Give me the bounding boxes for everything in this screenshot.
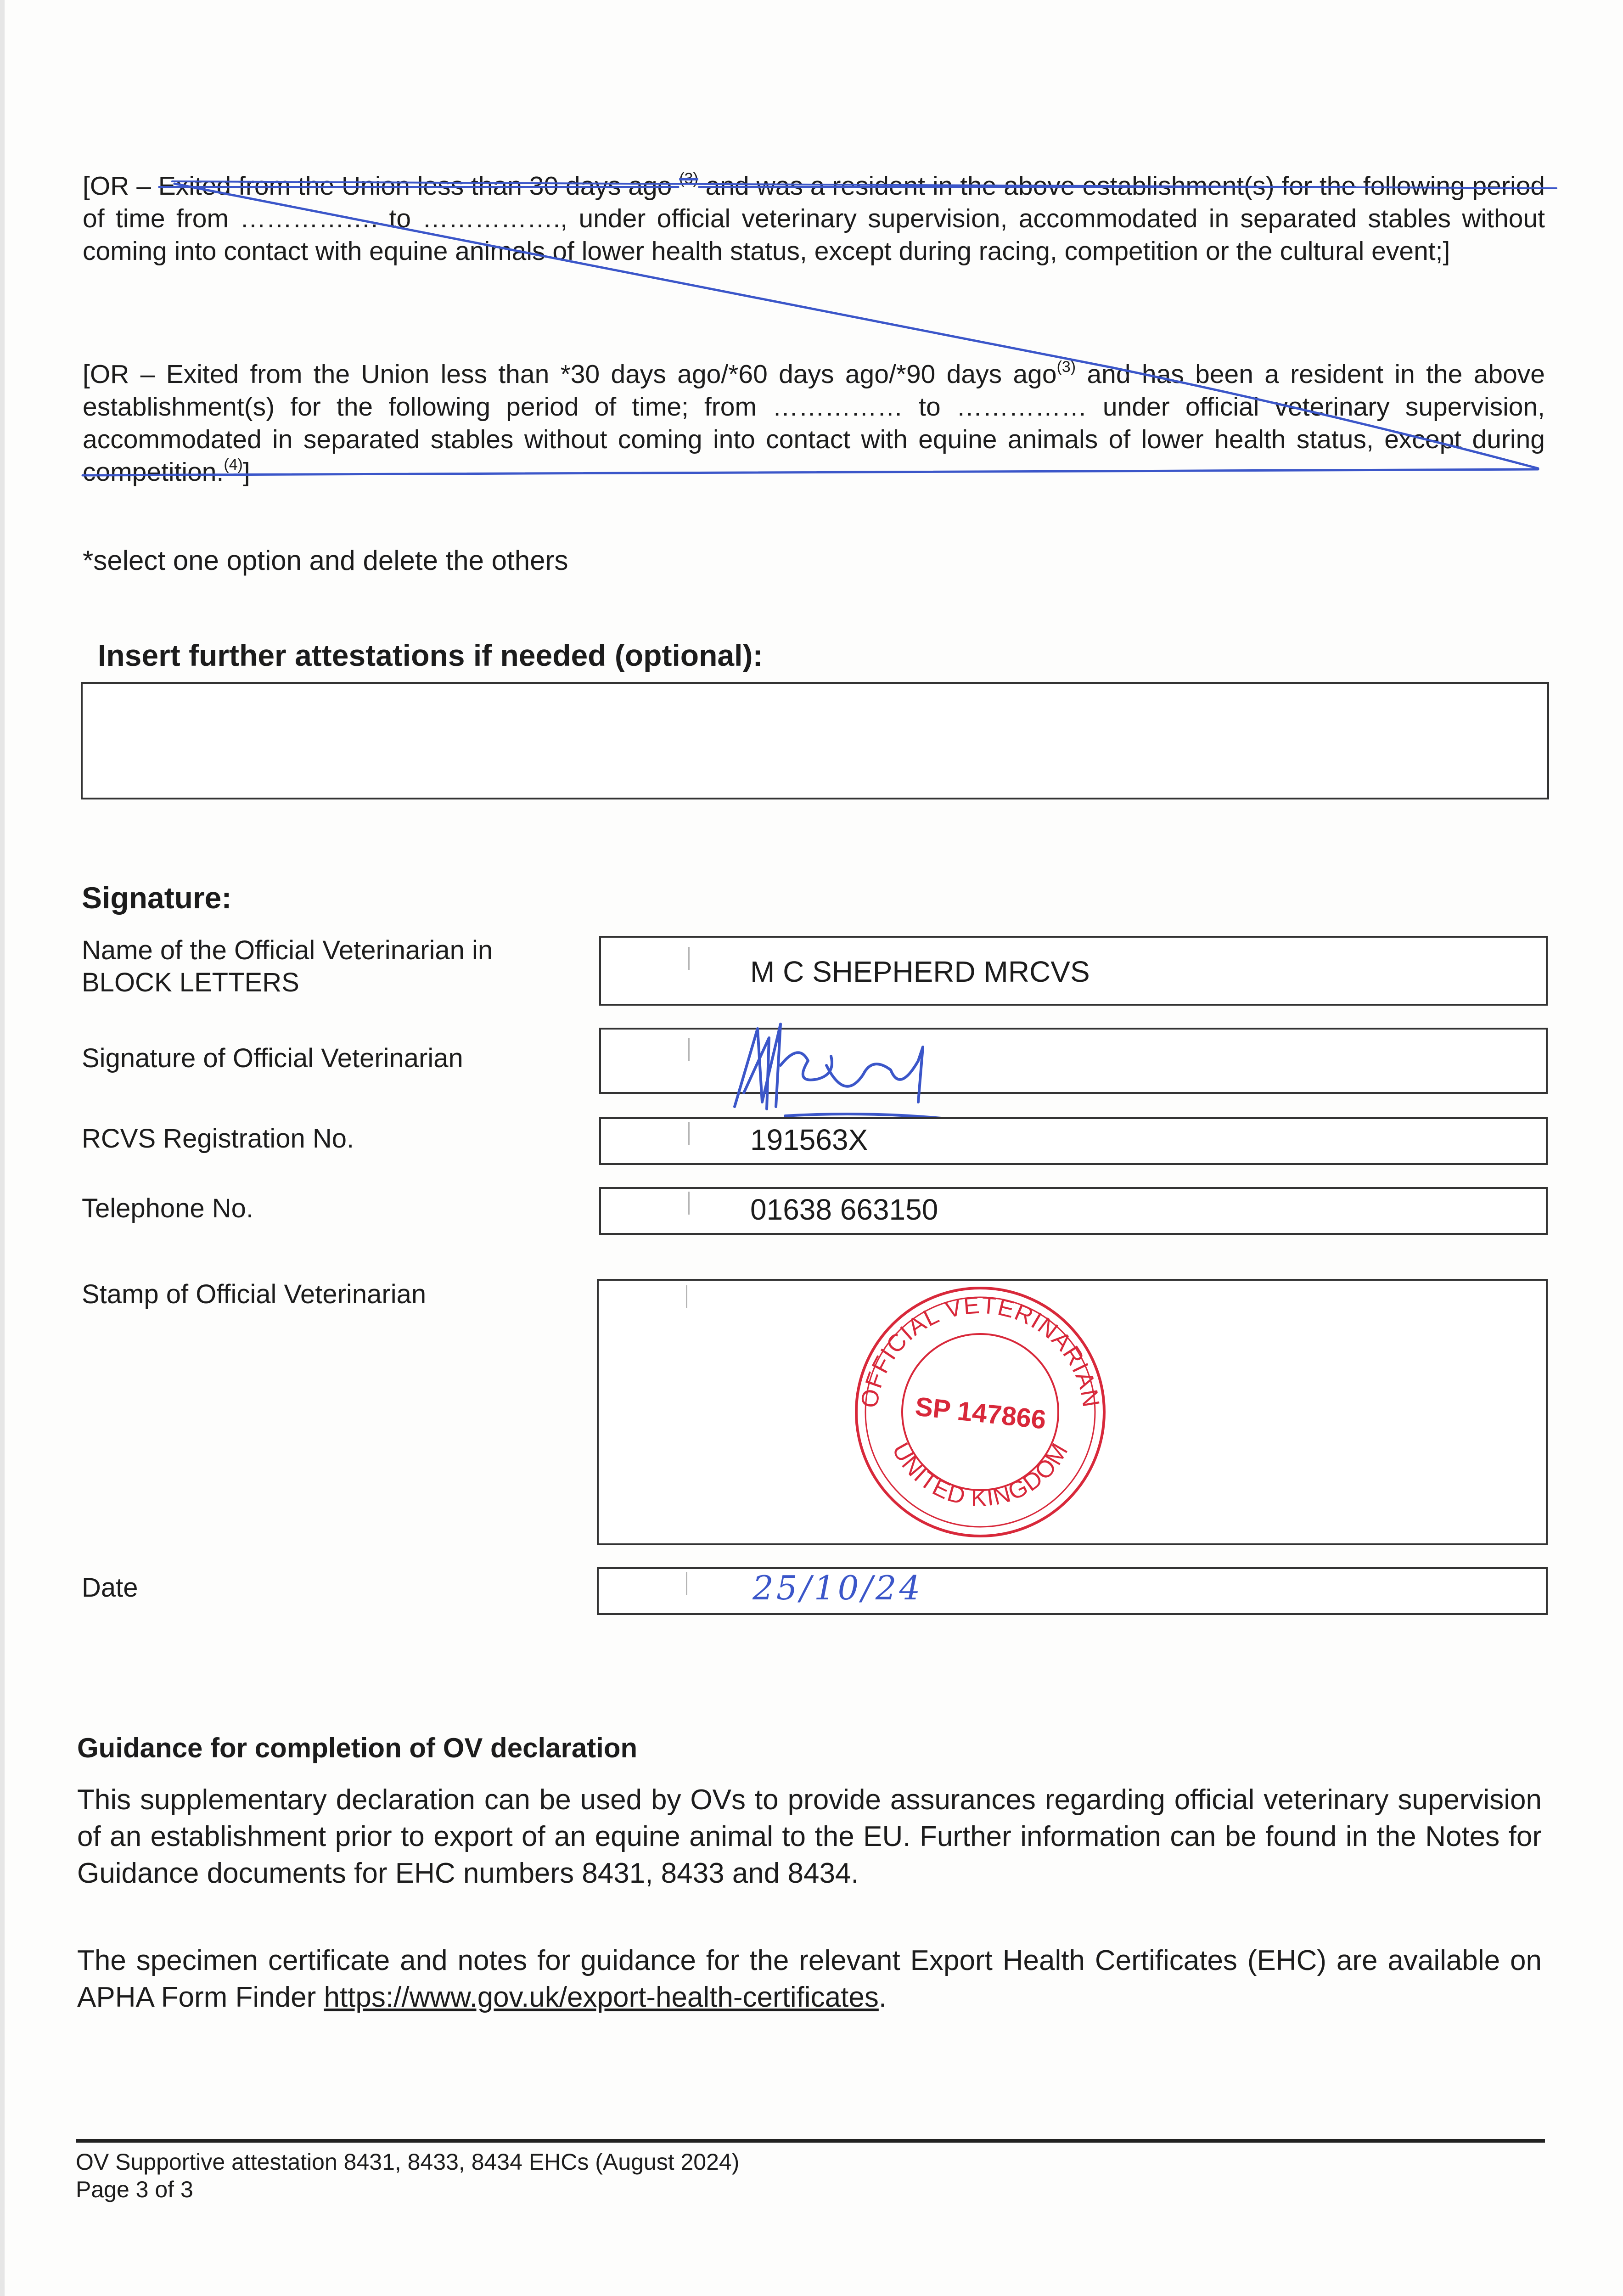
stamp-ring-top: OFFICIAL VETERINARIAN (856, 1292, 1105, 1410)
signature-heading: Signature: (82, 881, 232, 915)
footnote-ref-4: (4) (224, 456, 243, 473)
option-2-text-3: ] (242, 457, 250, 487)
footnote-ref-3b: (3) (1056, 358, 1076, 376)
date-field[interactable] (597, 1567, 1548, 1615)
name-field[interactable] (599, 936, 1548, 1006)
name-label: Name of the Official Veterinarian in BLOCK LETTERS (82, 935, 493, 997)
rcvs-field[interactable] (599, 1117, 1548, 1165)
guidance-heading: Guidance for completion of OV declaration (77, 1733, 638, 1763)
field-divider (688, 1122, 690, 1145)
guidance-paragraph-1: This supplementary declaration can be used by OVs to provide assurances regarding official veterinary supervision of an establishment prior to export of an equine animal to the EU. Further information can be found in the Notes for Guidance documents for EHC numbers 8431, 8433 and 8434. (77, 1784, 1542, 1889)
option-2-text-2: and has been a resident in the above establishment(s) for the following period of time; from …………… to …………… under official veterinary supervision, accommodated in separated stables without coming into contact with equine animals of lower health status, except during competition. (83, 360, 1545, 487)
stamp-number: SP 147866 (914, 1391, 1048, 1435)
option-1-struck-text-2: and was a resident in the above establishment(s) for the (698, 171, 1356, 201)
rcvs-label: RCVS Registration No. (82, 1124, 354, 1154)
pen-strike-marks (0, 0, 1623, 505)
guidance-paragraph-2-text: The specimen certificate and notes for guidance for the relevant Export Health Certificates (EHC) are available on APHA Form Finder (77, 1945, 1542, 2013)
official-stamp (845, 1279, 1116, 1545)
signature-label: Signature of Official Veterinarian (82, 1043, 463, 1073)
handwritten-signature (725, 1010, 955, 1125)
field-divider (688, 1192, 690, 1215)
option-1-struck-text: Exited from the Union less than 30 days ago (158, 171, 680, 201)
rcvs-value: 191563X (750, 1123, 868, 1156)
footer-rule (76, 2139, 1545, 2143)
footer-page-number-text: Page 3 of 3 (76, 2177, 193, 2202)
further-attestations-box[interactable] (81, 682, 1549, 799)
footer-page-number (76, 2176, 193, 2202)
field-divider (688, 947, 690, 970)
telephone-value: 01638 663150 (750, 1193, 938, 1226)
option-1-prefix: [OR – (83, 171, 158, 201)
field-divider (688, 1038, 690, 1061)
footer-title: OV Supportive attestation 8431, 8433, 8434 EHCs (August 2024) (76, 2149, 740, 2175)
stamp-ring-bottom: UNITED KINGDOM (887, 1438, 1074, 1512)
telephone-label: Telephone No. (82, 1193, 254, 1223)
telephone-field[interactable] (599, 1187, 1548, 1235)
option-1-rest: following period of time from ……………. to ……………., under official veterinary supervision, accommodated in separated stables without coming into contact with equine animals of lower health status, except during racing, competition or the cultural event;] (83, 171, 1545, 266)
stamp-label: Stamp of Official Veterinarian (82, 1279, 427, 1309)
date-label: Date (82, 1573, 138, 1603)
option-2-text: [OR – Exited from the Union less than *30 days ago/*60 days ago/*90 days ago (83, 360, 1057, 389)
field-divider (686, 1572, 687, 1595)
date-value: 25/10/24 (753, 1569, 923, 1607)
select-note: *select one option and delete the others (83, 545, 568, 576)
footnote-ref-3: (3) (679, 170, 698, 187)
further-attestations-heading: Insert further attestations if needed (optional): (98, 638, 763, 672)
guidance-paragraph-2-end: . (878, 1981, 887, 2013)
name-value: M C SHEPHERD MRCVS (750, 955, 1090, 988)
field-divider (686, 1285, 687, 1308)
export-certificates-link[interactable]: https://www.gov.uk/export-health-certificates (324, 1981, 879, 2013)
guidance-paragraph-2 (77, 1942, 1542, 2016)
